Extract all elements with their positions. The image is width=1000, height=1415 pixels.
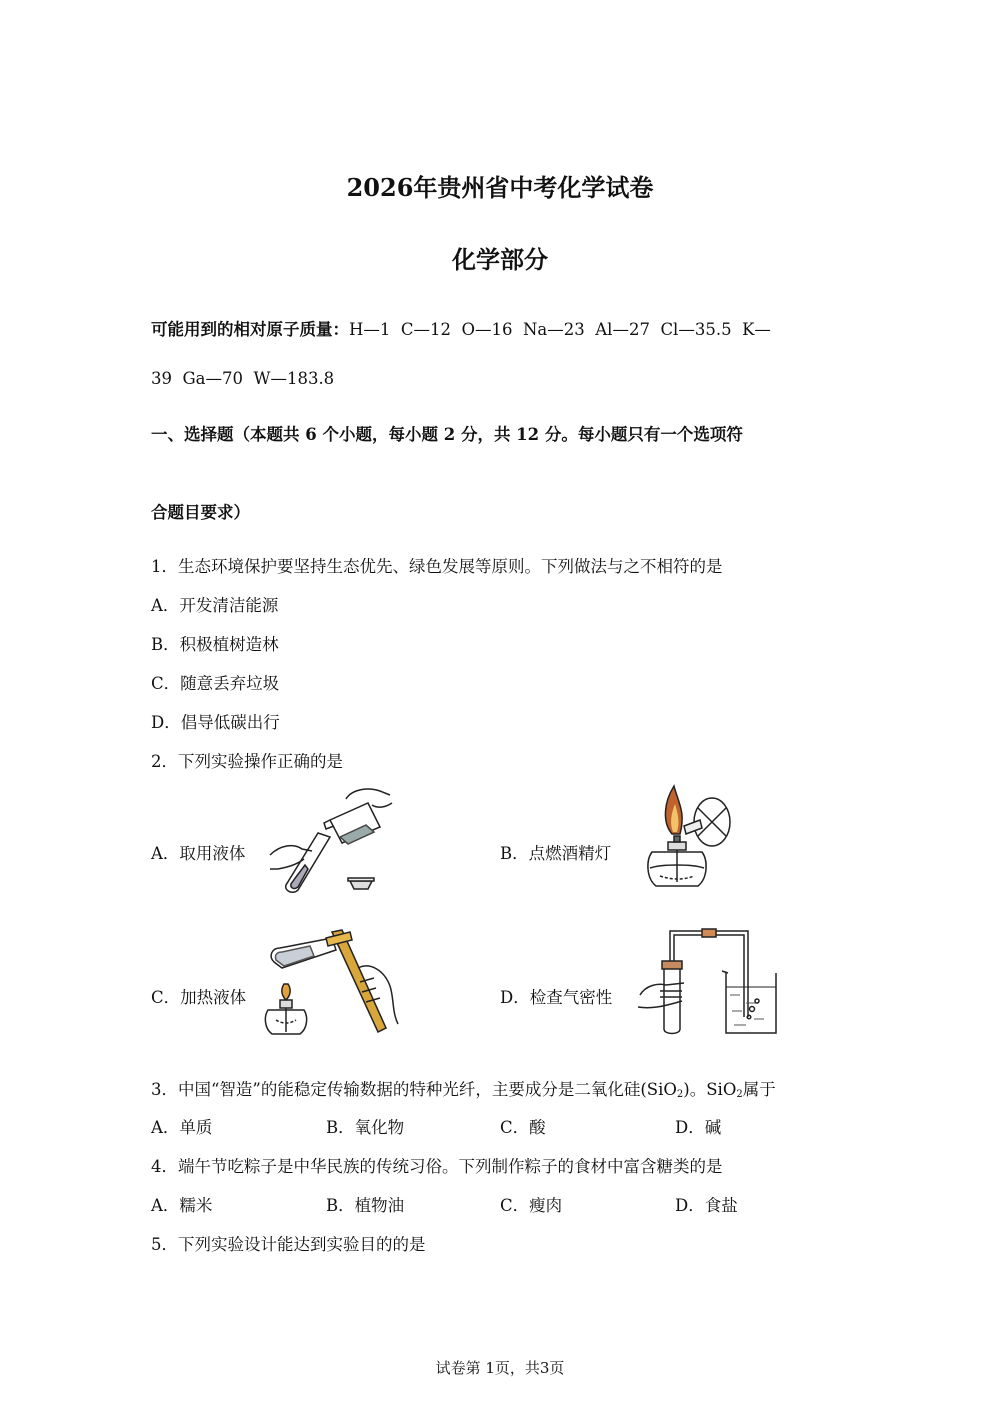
q3-stem-subscript2: 2	[736, 1089, 743, 1100]
q3-option-d: D．碱	[675, 1118, 722, 1137]
atomic-mass-line2: 39 Ga—70 W—183.8	[151, 369, 335, 388]
q2-option-c: C．加热液体	[151, 988, 247, 1007]
page-footer: 试卷第 1页，共3页	[435, 1359, 565, 1377]
q1-option-d: D．倡导低碳出行	[151, 713, 280, 732]
q3-stem-subscript1: 2	[676, 1089, 684, 1100]
page-subtitle: 化学部分	[452, 245, 548, 274]
q1-option-b: B．积极植树造林	[151, 635, 279, 654]
pouring-liquid-icon	[268, 785, 403, 895]
q2-option-d: D．检查气密性	[500, 988, 613, 1007]
atomic-mass-line1	[151, 316, 771, 340]
q4-option-c: C．瘦肉	[500, 1196, 563, 1215]
atomic-mass-values-1: H—1 C—12 O—16 Na—23 Al—27 Cl—35.5 K—	[349, 320, 771, 339]
section-heading-line2: 合题目要求）	[151, 503, 250, 522]
q3-option-b: B．氧化物	[326, 1118, 405, 1137]
q3-option-c: C．酸	[500, 1118, 546, 1137]
q2-stem: 2．下列实验操作正确的是	[151, 752, 343, 771]
q4-option-a: A．糯米	[151, 1196, 213, 1215]
airtightness-check-icon	[636, 925, 782, 1037]
q4-option-d: D．食盐	[675, 1196, 738, 1215]
q1-option-c: C．随意丢弃垃圾	[151, 674, 280, 693]
q2-option-a: A．取用液体	[151, 844, 246, 863]
heating-liquid-icon	[262, 928, 402, 1038]
q3-stem-part1: 3．中国“智造”的能稳定传输数据的特种光纤，主要成分是二氧化硅(SiO	[151, 1080, 677, 1099]
q3-stem	[151, 1076, 776, 1100]
q4-stem: 4．端午节吃粽子是中华民族的传统习俗。下列制作粽子的食材中富含糖类的是	[151, 1157, 723, 1176]
q1-option-a: A．开发清洁能源	[151, 596, 279, 615]
q3-option-a: A．单质	[151, 1118, 213, 1137]
atomic-mass-label: 可能用到的相对原子质量：	[151, 320, 349, 339]
q2-option-b: B．点燃酒精灯	[500, 844, 612, 863]
q5-stem: 5．下列实验设计能达到实验目的的是	[151, 1235, 426, 1254]
section-heading-line1: 一、选择题（本题共 6 个小题，每小题 2 分，共 12 分。每小题只有一个选项符	[151, 425, 743, 444]
page-title: 2026年贵州省中考化学试卷	[346, 173, 654, 202]
q4-option-b: B．植物油	[326, 1196, 405, 1215]
q3-stem-part3: 属于	[742, 1080, 776, 1099]
q1-stem: 1．生态环境保护要坚持生态优先、绿色发展等原则。下列做法与之不相符的是	[151, 557, 723, 576]
q3-stem-part2: )。SiO	[683, 1080, 737, 1099]
lighting-alcohol-lamp-icon	[632, 782, 737, 897]
